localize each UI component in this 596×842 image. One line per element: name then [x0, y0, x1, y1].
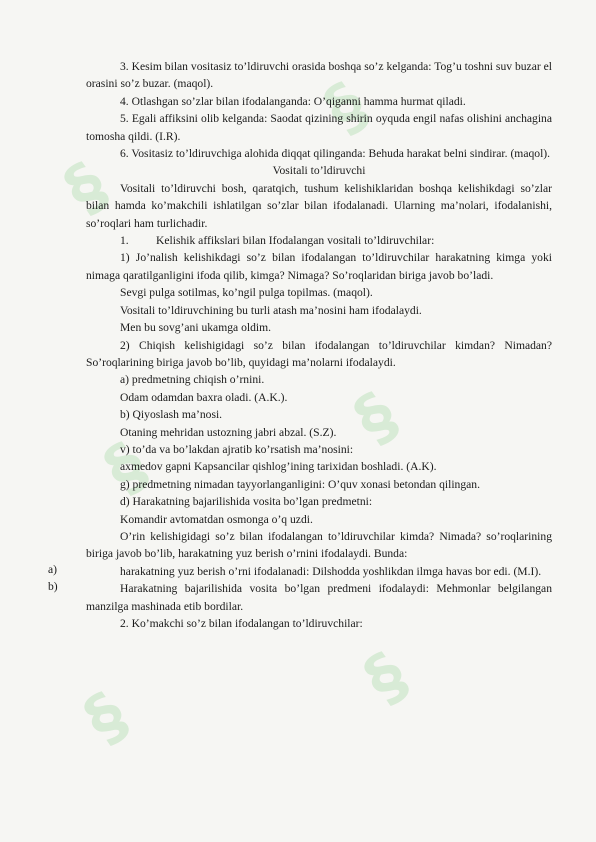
item-number: 1. — [120, 234, 129, 248]
watermark-mark: § — [52, 146, 124, 228]
watermark-mark: § — [72, 676, 144, 758]
paragraph: Vositali to’ldiruvchi bosh, qaratqich, tushum kelishiklaridan boshqa kelishikdagi so’zlar bilan hamda ko’makchili ishlatilgan so’zlar bilan ifodalanadi. Ularning ma’nolari, ifodalanishi, so’roqlari ham turlichadir. — [86, 181, 552, 230]
list-marker-a: a) — [48, 562, 58, 576]
paragraph: harakatning yuz berish o’rni ifodalanadi: Dilshodda yoshlikdan ilmga havas bor edi. (M.I). — [120, 564, 542, 578]
document-body — [86, 58, 552, 632]
paragraph: 2) Chiqish kelishigidagi so’z bilan ifodalangan to’ldiruvchilar kimdan? Nimadan? So’roqlarining biriga javob bo’lib, quyidagi ma’nolarni ifodalaydi. — [86, 338, 552, 369]
watermark-mark: § — [342, 376, 414, 458]
paragraph: 4. Otlashgan so’zlar bilan ifodalanganda: O’qiganni hamma hurmat qiladi. — [120, 94, 466, 108]
paragraph: d) Harakatning bajarilishida vosita bo’lgan predmetni: — [120, 495, 373, 509]
paragraph: 1) Jo’nalish kelishikdagi so’z bilan ifodalangan to’ldiruvchilar harakatning kimga yoki nimaga qaratilganligini ifoda qilib, kimga? Nimaga? So’roqlaridan biriga javob bo’ladi. — [86, 251, 552, 282]
watermark-mark: § — [92, 426, 164, 508]
paragraph: b) Qiyoslash ma’nosi. — [120, 408, 223, 422]
item-text: Kelishik affikslari bilan Ifodalangan vositali to’ldiruvchilar: — [156, 234, 435, 248]
paragraph: Vositali to’ldiruvchining bu turli atash ma’nosini ham ifodalaydi. — [120, 303, 422, 317]
paragraph: v) to’da va bo’lakdan ajratib ko’rsatish ma’nosini: — [120, 442, 354, 456]
paragraph: O’rin kelishigidagi so’z bilan ifodalangan to’ldiruvchilar kimda? Nimada? so’roqlarining biriga javob bo’lib, harakatning yuz berish o’rnini ifodalaydi. Bunda: — [86, 529, 552, 561]
paragraph: 3. Kesim bilan vositasiz to’ldiruvchi orasida boshqa so’z kelganda: Tog’u toshni suv buzar el orasini so’z buzar. (maqol). — [86, 60, 552, 91]
numbered-item — [86, 232, 552, 249]
paragraph: Komandir avtomatdan osmonga o’q uzdi. — [120, 512, 313, 526]
watermark-mark: § — [312, 66, 384, 148]
list-marker-b: b) — [48, 580, 58, 594]
paragraph: 2. Ko’makchi so’z bilan ifodalangan to’ldiruvchilar: — [120, 617, 363, 630]
watermark-mark: § — [352, 636, 424, 718]
paragraph: Odam odamdan baxra oladi. (A.K.). — [120, 390, 288, 404]
paragraph: Men bu sovg’ani ukamga oldim. — [120, 321, 272, 335]
paragraph: g) predmetning nimadan tayyorlanganligini: O’quv xonasi betondan qilingan. — [120, 477, 480, 491]
paragraph: axmedov gapni Kapsancilar qishlog’ining tarixidan boshladi. (A.K). — [120, 460, 437, 474]
paragraph: Sevgi pulga sotilmas, ko’ngil pulga topilmas. (maqol). — [120, 286, 373, 300]
paragraph: a) predmetning chiqish o’rnini. — [120, 373, 265, 387]
paragraph: Harakatning bajarilishida vosita bo’lgan predmeni ifodalaydi: Mehmonlar belgilangan manzilga mashinada etib bordilar. — [86, 582, 552, 613]
paragraph: 5. Egali affiksini olib kelganda: Saodat qizining shirin oyquda engil nafas olishini anchagina tomosha qildi. (I.R). — [86, 112, 552, 143]
paragraph: Otaning mehridan ustozning jabri abzal. (S.Z). — [120, 425, 337, 439]
section-heading: Vositali to’ldiruvchi — [272, 164, 366, 178]
paragraph: 6. Vositasiz to’ldiruvchiga alohida diqqat qilinganda: Behuda harakat belni sindirar. (maqol). — [120, 147, 551, 161]
